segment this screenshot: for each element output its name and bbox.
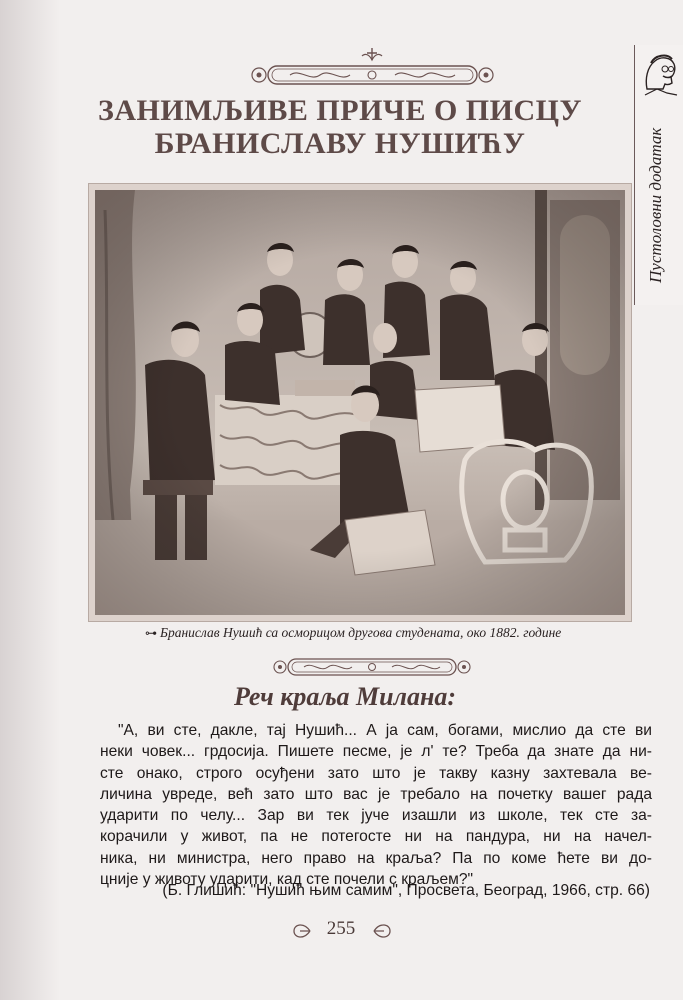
article-title: [90, 94, 590, 160]
quote-line: "А, ви сте, дакле, тај Нушић... А ја сам, богами, мислио да сте ви: [118, 722, 652, 739]
page-gutter-shadow: [0, 0, 60, 1000]
title-line-1: ЗАНИМЉИВЕ ПРИЧЕ О ПИСЦУ: [98, 94, 582, 127]
quote-line: ударити по челу... Зар ви тек јуче изашли из школе, тек сте за-: [100, 807, 652, 825]
middle-ornament-icon: [272, 655, 472, 679]
section-subtitle: Реч краља Милана:: [233, 682, 457, 711]
page-number: 255: [326, 918, 356, 939]
quote-source: (Б. Глишић: "Нушић њим самим", Просвета, Београд, 1966, стр. 66): [162, 882, 650, 899]
caption-arrow-icon: ⊶: [145, 626, 160, 640]
caption-text: Бранислав Нушић са осморицом другова студената, око 1882. године: [160, 625, 562, 640]
group-photo-image: [95, 190, 625, 615]
quote-line: корачили у живот, па не потегосте ни на пандура, ни на начел-: [100, 828, 652, 846]
quote-line: личина увреде, већ зато што вас је требало на почетку вашег рада: [100, 785, 652, 803]
author-portrait-icon: [641, 49, 679, 97]
quote-line: ника, ни министра, него право на краља? Па по коме ћете ви до-: [100, 849, 652, 867]
quote-line: сте онако, строго осуђени зато што је такву казну захтевала ве-: [100, 764, 652, 782]
quote-line: неки човек... грдосија. Пишете песме, је л' те? Треба да знате да ни-: [100, 743, 652, 761]
side-tab-label: Пустоловни додатак: [646, 127, 665, 283]
quote-block: [100, 720, 652, 890]
quote-line: цније у животу ударити, кад сте почели с краљем?": [100, 871, 474, 889]
top-ornament-icon: [250, 46, 495, 90]
side-section-tab: [634, 45, 683, 305]
title-line-2: БРАНИСЛАВУ НУШИЋУ: [154, 127, 526, 160]
photo-caption: [145, 625, 615, 641]
photo-frame: [88, 183, 632, 622]
